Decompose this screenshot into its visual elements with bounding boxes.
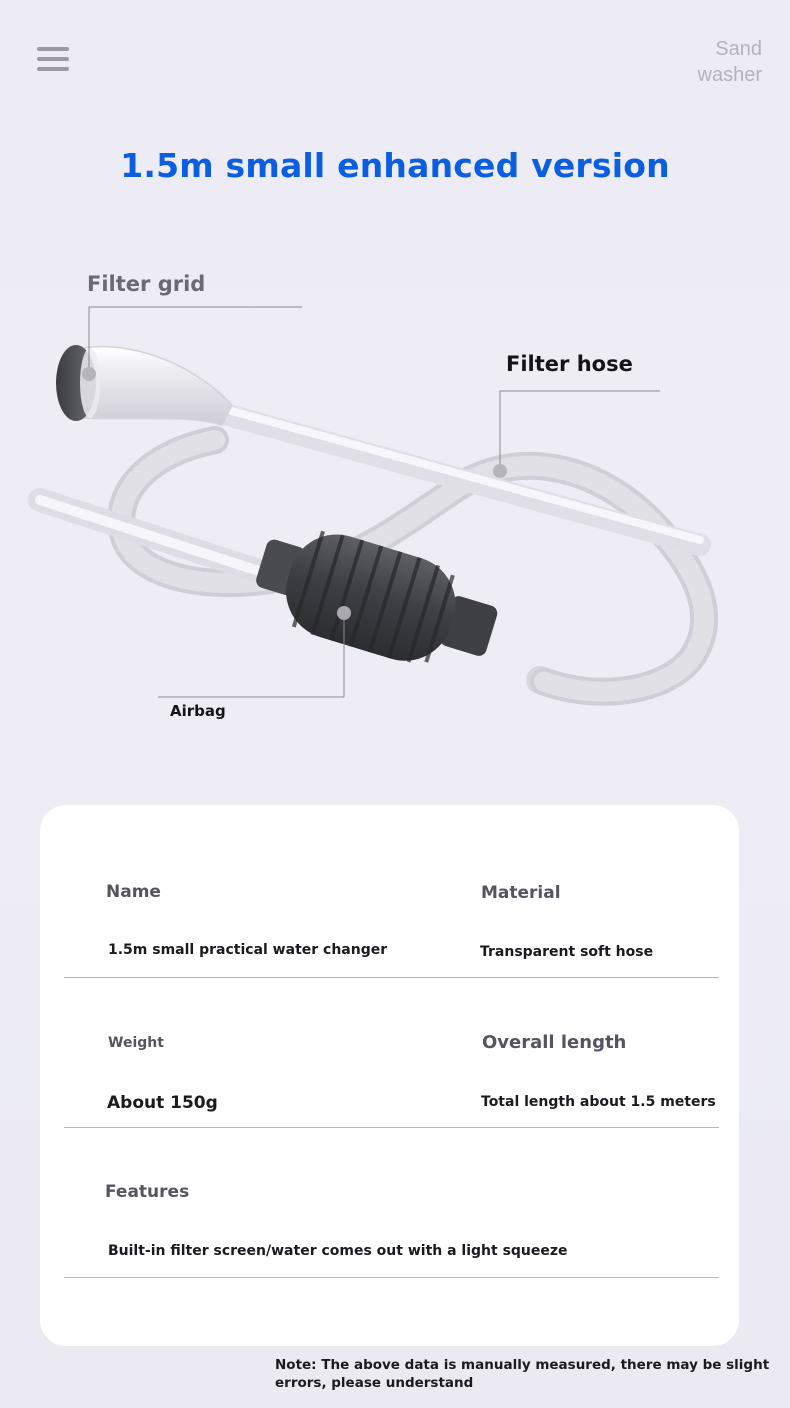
spec-length-label: Overall length bbox=[482, 1032, 627, 1053]
spec-divider-2 bbox=[64, 1127, 719, 1128]
filter-head bbox=[82, 347, 232, 425]
spec-length-value: Total length about 1.5 meters bbox=[481, 1094, 716, 1110]
callout-dot-filter-grid bbox=[82, 367, 96, 381]
spec-features-value: Built-in filter screen/water comes out with a light squeeze bbox=[108, 1243, 568, 1259]
spec-material-label: Material bbox=[481, 883, 561, 903]
callout-dot-filter-hose bbox=[493, 464, 507, 478]
label-filter-grid: Filter grid bbox=[87, 272, 206, 296]
label-airbag: Airbag bbox=[170, 702, 226, 720]
spec-name-label: Name bbox=[106, 882, 161, 902]
spec-name-value: 1.5m small practical water changer bbox=[108, 942, 388, 958]
brand-line-2: washer bbox=[697, 64, 762, 86]
spec-material-value: Transparent soft hose bbox=[480, 944, 654, 960]
brand-line-1: Sand bbox=[715, 38, 762, 60]
label-filter-hose: Filter hose bbox=[506, 352, 633, 376]
spec-divider-3 bbox=[64, 1277, 719, 1278]
brand-name bbox=[642, 36, 762, 88]
measurement-note: Note: The above data is manually measured, there may be slight errors, please understand bbox=[275, 1357, 770, 1391]
intake-tube bbox=[210, 410, 700, 545]
hero-title: 1.5m small enhanced version bbox=[120, 146, 670, 185]
spec-card bbox=[40, 805, 739, 1346]
callout-dot-airbag bbox=[337, 606, 351, 620]
spec-features-label: Features bbox=[105, 1182, 190, 1202]
hamburger-menu-icon[interactable] bbox=[37, 47, 69, 71]
spec-weight-value: About 150g bbox=[107, 1093, 218, 1113]
spec-divider-1 bbox=[64, 977, 719, 978]
siphon-product-image bbox=[0, 240, 790, 760]
spec-weight-label: Weight bbox=[108, 1035, 164, 1051]
